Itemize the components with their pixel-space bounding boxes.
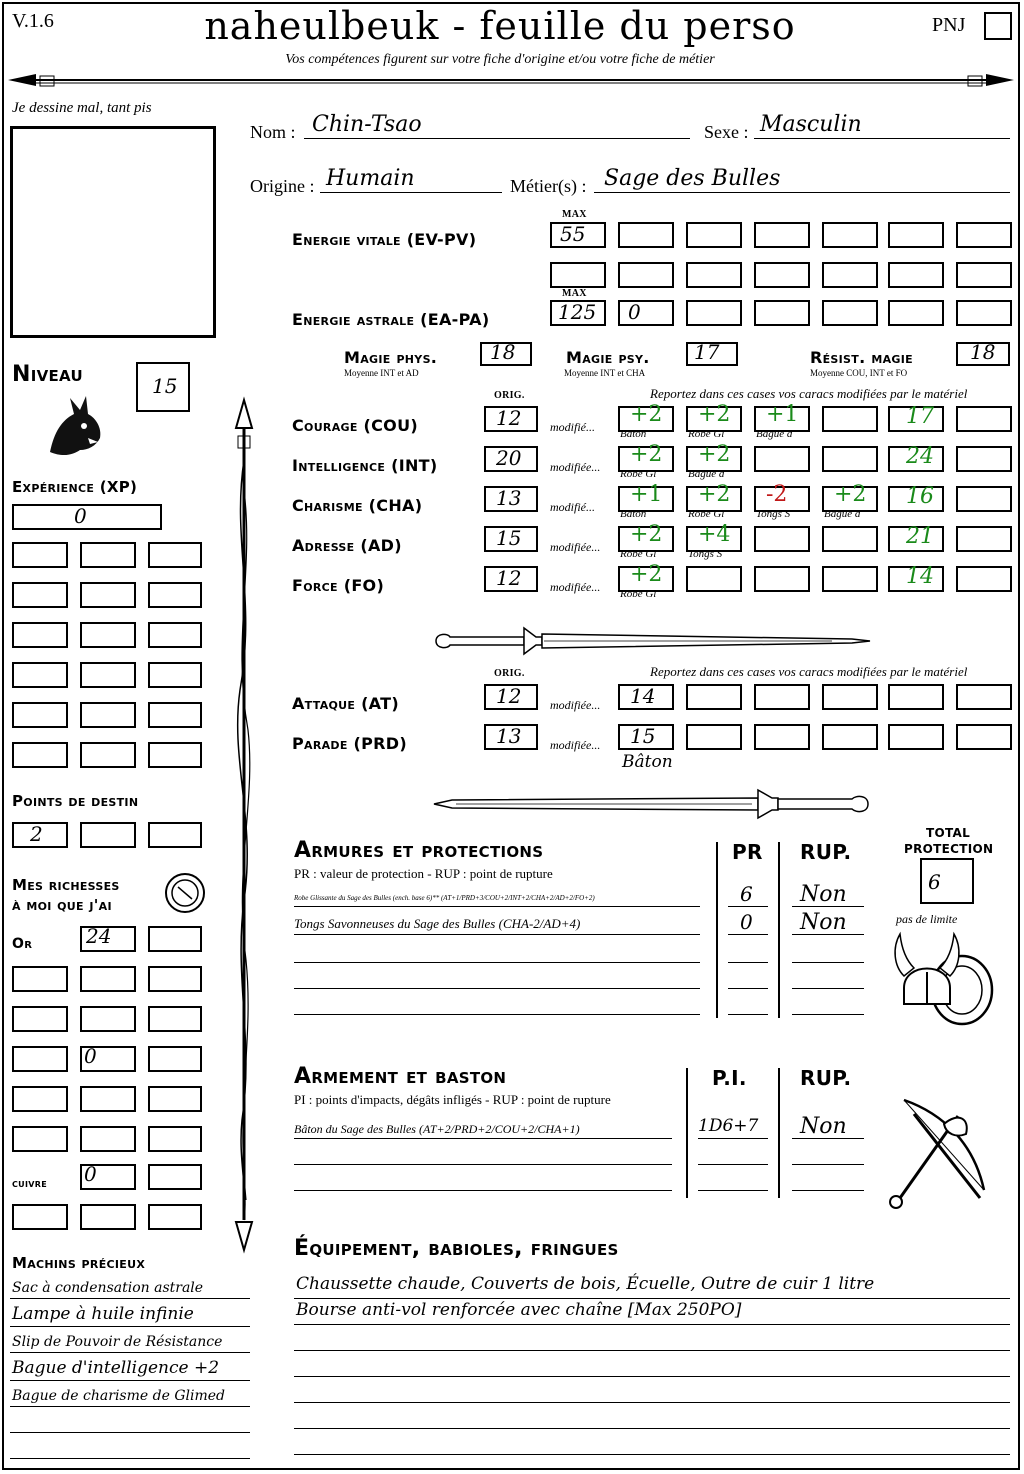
stat-modif-label: modifié... <box>550 420 595 434</box>
or-box[interactable] <box>148 1006 202 1032</box>
destin-value: 2 <box>30 822 43 846</box>
ev-box[interactable] <box>686 222 742 248</box>
orig-label: ORIG. <box>494 390 525 401</box>
stat-mod-source: Robe Gl <box>688 508 725 520</box>
at-label: Attaque (AT) <box>292 694 399 713</box>
argent-box[interactable] <box>148 1126 202 1152</box>
stat-mod-value: +2 <box>630 442 663 467</box>
coin-icon <box>164 872 206 914</box>
argent-box[interactable] <box>12 1086 68 1112</box>
nom-value[interactable]: Chin-Tsao <box>312 112 422 137</box>
armure-pr: 0 <box>740 910 753 934</box>
sexe-label: Sexe : <box>704 122 749 142</box>
stat-label: Charisme (CHA) <box>292 496 423 515</box>
ev-box[interactable] <box>618 222 674 248</box>
prd-orig-value: 13 <box>496 724 522 748</box>
ea-box[interactable] <box>822 300 878 326</box>
argent-box[interactable] <box>12 1046 68 1072</box>
cuivre-box-2[interactable] <box>148 1164 202 1190</box>
at-modif-label: modifiée... <box>550 698 601 712</box>
stat-total-value: 24 <box>906 444 934 469</box>
stat-label: Courage (COU) <box>292 416 418 435</box>
or-box[interactable] <box>12 1006 68 1032</box>
portrait-frame[interactable] <box>10 126 216 338</box>
xp-value: 0 <box>74 504 87 528</box>
or-box-2[interactable] <box>148 926 202 952</box>
at-mod-value: 14 <box>630 684 656 708</box>
argent-box-2[interactable] <box>148 1046 202 1072</box>
stat-mod-value: +4 <box>698 522 731 547</box>
richesses-label-1: Mes richesses <box>12 876 120 894</box>
sword-icon-2 <box>432 784 872 824</box>
armures-rup-label: RUP. <box>800 840 852 864</box>
ea-current-box[interactable] <box>618 300 674 326</box>
argent-box[interactable] <box>12 1126 68 1152</box>
portrait-caption: Je dessine mal, tant pis <box>12 100 152 116</box>
armement-note: PI : points d'impacts, dégâts infligés - RUP : point de rupture <box>294 1092 611 1107</box>
stat-mod-box[interactable] <box>754 526 810 552</box>
armure-rup: Non <box>800 882 847 907</box>
ev-box[interactable] <box>550 262 606 288</box>
prd-sub-value: Bâton <box>622 752 673 772</box>
ev-box[interactable] <box>754 222 810 248</box>
stat-mod-value: +1 <box>630 482 663 507</box>
xp-box[interactable] <box>12 504 162 530</box>
ea-box[interactable] <box>754 300 810 326</box>
stat-total-value: 14 <box>906 564 934 589</box>
stat-mod-source: Robe Gl <box>620 548 657 560</box>
ev-label: Energie vitale (EV-PV) <box>292 230 477 249</box>
xp-box[interactable] <box>148 662 202 688</box>
cuivre-box[interactable] <box>148 1204 202 1230</box>
stat-mod-source: Tongs S <box>756 508 791 520</box>
xp-label: Expérience (XP) <box>12 478 138 496</box>
or-label: Or <box>12 936 33 952</box>
stat-mod-box[interactable] <box>754 566 810 592</box>
stat-mod-box[interactable] <box>822 526 878 552</box>
stat-orig-value: 12 <box>496 406 522 430</box>
sword-icon <box>432 622 872 660</box>
xp-box[interactable] <box>12 702 68 728</box>
machin-item[interactable]: Bague d'intelligence +2 <box>12 1358 220 1378</box>
destin-label: Points de destin <box>12 792 139 810</box>
ev-max-label: MAX <box>562 209 587 220</box>
stat-mod-box[interactable] <box>754 446 810 472</box>
ea-max-label: MAX <box>562 288 587 299</box>
metier-label: Métier(s) : <box>510 176 587 196</box>
stat-orig-value: 12 <box>496 566 522 590</box>
xp-box[interactable] <box>80 622 136 648</box>
ev-box[interactable] <box>888 222 944 248</box>
stat-mod-value: +2 <box>630 522 663 547</box>
destin-box-3[interactable] <box>148 822 202 848</box>
xp-box[interactable] <box>80 542 136 568</box>
combat-mod-box[interactable] <box>888 724 944 750</box>
armure-name[interactable]: Robe Glissante du Sage des Bulles (ench. base 6)** (AT+1/PRD+3/COU+2/INT+2/CHA+2/AD+2/FO+2) <box>294 894 595 902</box>
stat-mod-value: +2 <box>630 562 663 587</box>
stat-mod-value: +1 <box>766 402 799 427</box>
xp-box[interactable] <box>12 742 68 768</box>
ev-box[interactable] <box>888 262 944 288</box>
ea-label: Energie astrale (EA-PA) <box>292 310 490 329</box>
weapons-icon <box>884 1094 1004 1214</box>
stat-modif-label: modifié... <box>550 500 595 514</box>
weapon-rup: Non <box>800 1114 847 1139</box>
armure-rup: Non <box>800 910 847 935</box>
magie-phys-note: Moyenne INT et AD <box>344 368 419 378</box>
combat-mod-box[interactable] <box>956 684 1012 710</box>
xp-box[interactable] <box>148 742 202 768</box>
no-limit-label: pas de limite <box>896 912 958 926</box>
stat-mod-box[interactable] <box>822 566 878 592</box>
stat-orig-value: 20 <box>496 446 522 470</box>
destin-box-2[interactable] <box>80 822 136 848</box>
ev-max-value: 55 <box>560 222 586 246</box>
machins-title: Machins précieux <box>12 1254 146 1272</box>
stat-modif-label: modifiée... <box>550 460 601 474</box>
vertical-spear-decoration <box>226 400 262 1250</box>
cuivre-label: cuivre <box>12 1176 47 1190</box>
pnj-label: PNJ <box>932 14 966 36</box>
or-box[interactable] <box>80 966 136 992</box>
machin-item[interactable]: Bague de charisme de Glimed <box>12 1388 225 1404</box>
version-label: V.1.6 <box>12 10 54 32</box>
combat-mod-box[interactable] <box>686 684 742 710</box>
richesses-label-2: à moi que j'ai <box>12 896 112 914</box>
stat-orig-value: 13 <box>496 486 522 510</box>
stat-label: Adresse (AD) <box>292 536 402 555</box>
ev-box[interactable] <box>956 222 1012 248</box>
stat-extra-box[interactable] <box>956 566 1012 592</box>
ev-box[interactable] <box>822 262 878 288</box>
stat-mod-value: +2 <box>698 442 731 467</box>
stat-mod-source: Robe Gl <box>620 468 657 480</box>
cuivre-box[interactable] <box>12 1204 68 1230</box>
armures-title: Armures et protections <box>294 838 544 863</box>
ev-box[interactable] <box>754 262 810 288</box>
total-protection-label-1: TOTAL <box>926 826 971 840</box>
report-note-2: Reportez dans ces cases vos caracs modifiées par le matériel <box>650 664 968 679</box>
prd-mod-value: 15 <box>630 724 656 748</box>
ev-box[interactable] <box>618 262 674 288</box>
stat-orig-value: 15 <box>496 526 522 550</box>
ev-box[interactable] <box>822 222 878 248</box>
sexe-value[interactable]: Masculin <box>760 112 862 137</box>
header-spear-divider <box>8 70 1014 90</box>
report-note-1: Reportez dans ces cases vos caracs modifiées par le matériel <box>650 386 968 401</box>
magie-psy-value: 17 <box>694 340 720 364</box>
stat-mod-source: Bague d <box>756 428 793 440</box>
xp-box[interactable] <box>80 742 136 768</box>
stat-mod-source: Robe Gl <box>620 588 657 600</box>
magie-psy-label: Magie psy. <box>566 348 650 367</box>
stat-modif-label: modifiée... <box>550 540 601 554</box>
combat-mod-box[interactable] <box>888 684 944 710</box>
prd-modif-label: modifiée... <box>550 738 601 752</box>
page-title: naheulbeuk - feuille du perso <box>204 4 796 48</box>
total-protection-value: 6 <box>928 870 941 894</box>
niveau-label: Niveau <box>12 362 83 387</box>
page-subtitle: Vos compétences figurent sur votre fiche d'origine et/ou votre fiche de métier <box>285 52 715 67</box>
magie-psy-note: Moyenne INT et CHA <box>564 368 646 378</box>
stat-mod-source: Bâton <box>620 508 647 520</box>
armure-name[interactable]: Tongs Savonneuses du Sage des Bulles (CHA-2/AD+4) <box>294 916 581 931</box>
stat-mod-source: Tongs S <box>688 548 723 560</box>
combat-mod-box[interactable] <box>686 724 742 750</box>
pr-label: PR <box>732 840 763 864</box>
ea-box[interactable] <box>956 300 1012 326</box>
stat-mod-source: Bague d <box>824 508 861 520</box>
xp-box[interactable] <box>148 702 202 728</box>
metier-value[interactable]: Sage des Bulles <box>604 166 781 191</box>
pi-label: P.I. <box>712 1066 747 1090</box>
stat-modif-label: modifiée... <box>550 580 601 594</box>
weapon-pi: 1D6+7 <box>698 1116 759 1136</box>
machin-item[interactable]: Slip de Pouvoir de Résistance <box>12 1334 223 1350</box>
combat-mod-box[interactable] <box>956 724 1012 750</box>
viking-helmet-shield-icon <box>890 928 1000 1028</box>
ev-box[interactable] <box>686 262 742 288</box>
stat-mod-value: +2 <box>698 402 731 427</box>
stat-mod-box[interactable] <box>822 446 878 472</box>
argent-box[interactable] <box>80 1086 136 1112</box>
stat-extra-box[interactable] <box>956 446 1012 472</box>
cuivre-box[interactable] <box>80 1204 136 1230</box>
stat-extra-box[interactable] <box>956 486 1012 512</box>
equipement-item[interactable]: Bourse anti-vol renforcée avec chaîne [Max 250PO] <box>296 1300 742 1320</box>
stat-mod-value: +2 <box>834 482 867 507</box>
nom-label: Nom : <box>250 122 296 142</box>
cuivre-value: 0 <box>84 1162 97 1186</box>
armement-title: Armement et baston <box>294 1064 507 1089</box>
combat-mod-box[interactable] <box>822 724 878 750</box>
stat-extra-box[interactable] <box>956 406 1012 432</box>
weapon-name[interactable]: Bâton du Sage des Bulles (AT+2/PRD+2/COU+2/CHA+1) <box>294 1122 580 1136</box>
argent-box[interactable] <box>80 1126 136 1152</box>
xp-box[interactable] <box>80 662 136 688</box>
or-box[interactable] <box>80 1006 136 1032</box>
dragon-icon <box>40 392 106 462</box>
stat-extra-box[interactable] <box>956 526 1012 552</box>
resist-magie-label: Résist. magie <box>810 348 913 367</box>
niveau-value: 15 <box>152 374 178 398</box>
stat-total-value: 17 <box>906 404 934 429</box>
ea-current-value: 0 <box>628 300 641 324</box>
stat-mod-value: +2 <box>630 402 663 427</box>
at-orig-value: 12 <box>496 684 522 708</box>
stat-mod-source: Bâton <box>620 428 647 440</box>
magie-phys-label: Magie phys. <box>344 348 438 367</box>
combat-mod-box[interactable] <box>754 724 810 750</box>
origine-label: Origine : <box>250 176 315 196</box>
ea-box[interactable] <box>888 300 944 326</box>
stat-mod-source: Robe Gl <box>688 428 725 440</box>
stat-label: Intelligence (INT) <box>292 456 438 475</box>
stat-mod-value: +2 <box>698 482 731 507</box>
armure-pr: 6 <box>740 882 753 906</box>
resist-magie-value: 18 <box>970 340 996 364</box>
xp-box[interactable] <box>12 582 68 608</box>
stat-total-value: 16 <box>906 484 934 509</box>
magie-phys-value: 18 <box>490 340 516 364</box>
ea-box[interactable] <box>686 300 742 326</box>
stat-mod-value: -2 <box>766 482 788 507</box>
resist-magie-note: Moyenne COU, INT et FO <box>810 368 908 378</box>
xp-box[interactable] <box>12 542 68 568</box>
or-box[interactable] <box>12 966 68 992</box>
xp-box[interactable] <box>148 542 202 568</box>
machin-item[interactable]: Lampe à huile infinie <box>12 1304 194 1324</box>
argent-box[interactable] <box>148 1086 202 1112</box>
or-box[interactable] <box>148 966 202 992</box>
stat-mod-box[interactable] <box>822 406 878 432</box>
ev-box[interactable] <box>956 262 1012 288</box>
or-value: 24 <box>86 924 112 948</box>
combat-mod-box[interactable] <box>822 684 878 710</box>
pnj-checkbox[interactable] <box>984 12 1012 40</box>
prd-label: Parade (PRD) <box>292 734 407 753</box>
stat-total-value: 21 <box>906 524 934 549</box>
stat-mod-source: Bague d <box>688 468 725 480</box>
xp-box[interactable] <box>12 662 68 688</box>
total-protection-label-2: PROTECTION <box>904 842 994 856</box>
armures-note: PR : valeur de protection - RUP : point de rupture <box>294 866 553 881</box>
xp-box[interactable] <box>148 582 202 608</box>
origine-value[interactable]: Humain <box>326 166 415 191</box>
machin-item[interactable]: Sac à condensation astrale <box>12 1280 204 1296</box>
xp-box[interactable] <box>80 582 136 608</box>
combat-mod-box[interactable] <box>754 684 810 710</box>
armement-rup-label: RUP. <box>800 1066 852 1090</box>
xp-box[interactable] <box>12 622 68 648</box>
xp-box[interactable] <box>148 622 202 648</box>
stat-label: Force (FO) <box>292 576 385 595</box>
orig-label-combat: ORIG. <box>494 668 525 679</box>
ea-max-value: 125 <box>558 300 597 324</box>
xp-box[interactable] <box>80 702 136 728</box>
equipement-item[interactable]: Chaussette chaude, Couverts de bois, Écuelle, Outre de cuir 1 litre <box>296 1274 875 1294</box>
argent-value: 0 <box>84 1044 97 1068</box>
stat-mod-box[interactable] <box>686 566 742 592</box>
equipement-title: Équipement, babioles, fringues <box>294 1236 619 1261</box>
